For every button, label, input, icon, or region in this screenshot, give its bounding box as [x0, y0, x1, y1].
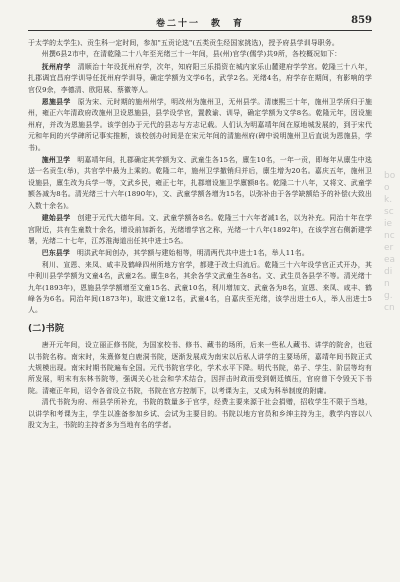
- school-entry: [28, 213, 372, 247]
- page-header: [28, 12, 372, 32]
- paragraph: 州撰6县2市中，在清乾隆二十八年至光绪三十一年间，县(州)官学(儒学)共9所，各校概况如下：: [41, 50, 342, 59]
- entry-text: 明嘉靖年间，扎郡确定其学额为文、武童生各15名，廪生10名，一年一贡，即每年从廪生中选送一名贡生(举)，共官学中最为上乘的。乾隆二年，施州卫学撤销归并后，廪生增为20名。嘉庆五年，施州卫设施县，廪生改为兵学一等，文武乡民，雍正七年，扎郡增设施卫学廪额8名。乾隆二十八年，又将文、武童学额各减为8名。清光绪三十六年(1890年)，文、武童学额各增为15名，以弥补由于各学缺额给予的补偿(大致出入数十余名)。: [28, 156, 372, 210]
- entry-term: 建始县学: [41, 214, 71, 223]
- entry-term: 恩施县学: [41, 98, 71, 107]
- entry-text: 原为宋、元时期的施州州学，明改州为施州卫，无州县学。清康熙三十年，施州卫学所归于施州，雍正六年清政府改施州卫设恩施县，县学设学官，置教谕、训导，确定学额为文学8名。乾隆元年，因设施州府，并改为恩施县学。该学创办于元代的县志与方志记载。人们认为明嘉靖年间在原地城发展的，到于宋代元和年间的兴学碑所记事实推断，该校创办时间是在宋元年间的清施州府(碑中说明施州卫后直说为恩施县，学书)。: [28, 98, 372, 152]
- paragraph: 唐开元年间，设立丽正修书院，为国家校书、修书、藏书的场所，后来一些私人藏书、讲学的院舍，也冠以书院名称。南宋时，朱熹修复白鹿洞书院，逐渐发展成为南宋以后私人讲学的主要场所，嘉靖年间书院正式大规模出现。南宋时期书院遍布全国。元代书院官学化，学术水平下降。明代书院，弟子、学生、阶层等均有所发展，明末有东林书院等，强调关心社会和学术结合，因抨击时政而受到朝廷镇压，官府曾下令毁天下书院。清雍正年间，诏令各省设立书院，书院在官方控制下，以考课为主，又成为科举制度的附庸。: [28, 341, 372, 395]
- header-rule: [28, 30, 372, 31]
- school-entry: [28, 62, 372, 96]
- paragraph: 于太学的太学生)、贡生科一定时间，参加"五贡论选"(五类贡生经国家挑选)，授予府县学训导职务。: [28, 39, 339, 47]
- watermark-text: book.sciencereading.cn: [384, 171, 396, 313]
- entry-term: 抚州府学: [41, 62, 71, 71]
- entry-text: 清顺治十年设抚州府学，次年，知府阳三乐捐资在城内家乐山麓建府学学宫。乾隆三十八年，扎郡调宜昌府学训导任抚州府学训导，确定学额为文学6名，武学2名。光绪4名，府学存在期间，有影响的学官仅9余，李德清、欧阳展、蔡徽等人。: [28, 62, 372, 94]
- entry-text: 创建于元代大德年间。文、武童学额各8名。乾隆三十六年者减1名，以为补充。同治十年在学宫附近，共有生童数十余名，增设前加新名，光绪增学宫之称，光绪一十八年(1892年)，在该学宫右侧新建学署，光绪二十七年，江苏淮海道出任其中进士5名。: [28, 214, 372, 245]
- paragraph: 利川、宣恩、来凤、咸丰及鹤峰四州所地方官学，都建于改土归流后。乾隆三十六年设学官正式开办，其中利川县学学额为文童4名，武童2名。廪生8名，其余各学文武童生各8名。文、武生员各县学不等。清光绪十九年(1893年)，恩施县学学额增至文童15名、武童10名，利川增加文、武童各为8名，宣恩、来凤、咸丰、鹤峰各为6名。同治年间(1873年)，取进文童12名，武童4名，自嘉庆至光绪，该学出进士6人，举人出进士5人。: [28, 260, 372, 315]
- body-text: [28, 38, 372, 431]
- page-number: 859: [351, 15, 372, 26]
- school-entry: [28, 248, 372, 259]
- entry-text: 明洪武年间创办，其学额与建始相等，明清两代共中进士1名，举人11名。: [77, 249, 309, 258]
- school-entry: [28, 155, 372, 212]
- school-entry: [28, 97, 372, 154]
- section-heading: (二)书院: [28, 323, 64, 334]
- entry-term: 巴东县学: [41, 249, 70, 258]
- running-title: 卷二十一 教 育: [155, 19, 244, 29]
- paragraph: 清代书院为府、州县学所补充，书院的数量多于官学，经费主要来源于社会捐赠，招收学生不限于当地，以讲学和考课为主，学生以准备参加乡试、会试为主要目的。书院以地方官员和乡绅主持为主，教学内容以八股文为主，书院的主持者多为当地有名的学者。: [28, 398, 372, 429]
- entry-term: 施州卫学: [41, 156, 71, 165]
